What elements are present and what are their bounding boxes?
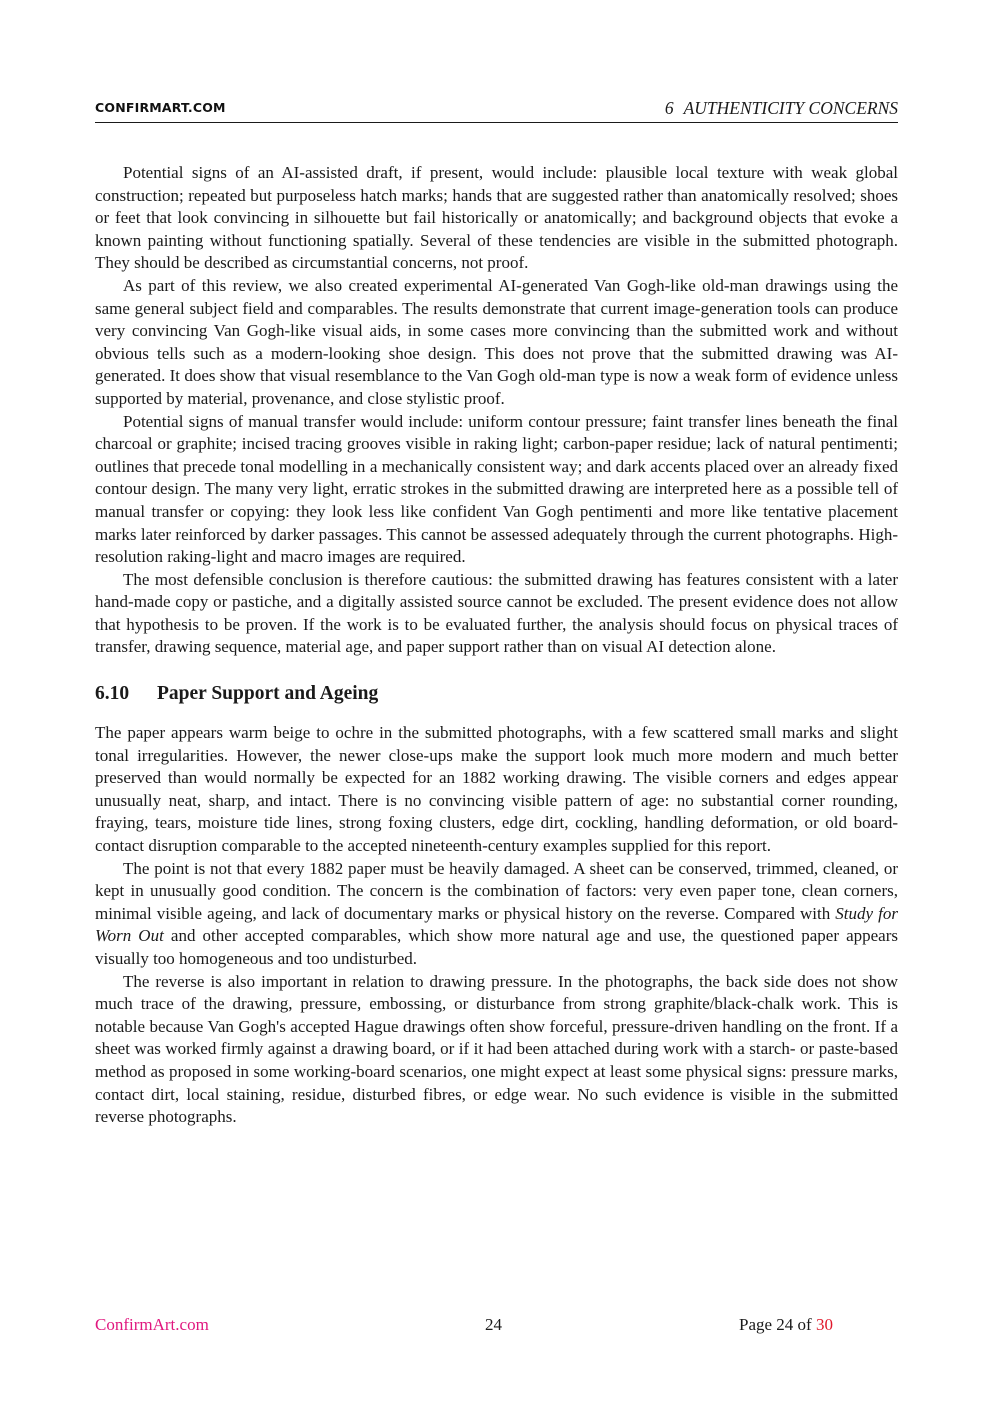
header-section-title — [665, 98, 898, 119]
page-footer — [95, 1315, 898, 1339]
header-logo: CONFIRMART.COM — [95, 100, 226, 115]
paragraph-experimental-ai: As part of this review, we also created experimental AI-generated Van Gogh-like old-man drawings using the same general subject field and comparables. The results demonstrate that current image-generation tools can produce very convincing Van Gogh-like visual aids, in some cases more convincing than the submitted work and without obvious tells such as a modern-looking shoe design. This does not prove that the submitted drawing was AI-generated. It does show that visual resemblance to the Van Gogh old-man type is now a weak form of evidence unless supported by material, provenance, and close stylistic proof. — [95, 275, 898, 408]
section-title: Paper Support and Ageing — [157, 683, 379, 705]
footer-page-count — [739, 1315, 833, 1335]
paragraph-paper-condition — [95, 858, 898, 971]
header-section-name: AUTHENTICITY CONCERNS — [683, 98, 898, 118]
paragraph-ai-draft-signs: Potential signs of an AI-assisted draft, if present, would include: plausible local texture with weak global construction; repeated but purposeless hatch marks; hands that are suggested rather than anatomically resolved; shoes or feet that look convincing in silhouette but fail historically or anatomically; and background objects that evoke a known painting without functioning spatially. Several of these tendencies are visible in the submitted photograph. They should be described as circumstantial concerns, not proof. — [95, 163, 898, 273]
footer-page-number: 24 — [485, 1315, 502, 1334]
artwork-title: Study for Worn Out — [95, 903, 898, 946]
paragraph-manual-transfer: Potential signs of manual transfer would include: uniform contour pressure; faint transfer lines beneath the final charcoal or graphite; incised tracing grooves visible in raking light; carbon-paper residue; lack of natural pentimenti; outlines that precede tonal modelling in a mechanically consistent way; and dark accents placed over an already fixed contour design. The many very light, erratic strokes in the submitted drawing are interpreted here as a possible tell of manual transfer or copying: they look less like confident Van Gogh pentimenti and more like tentative placement marks later reinforced by darker passages. This cannot be assessed adequately through the current photographs. High-resolution raking-light and macro images are required. — [95, 411, 898, 567]
paragraph-text: and other accepted comparables, which show more natural age and use, the questioned paper appears visually too homogeneous and too undisturbed. — [95, 926, 898, 968]
footer-page-label: Page 24 of — [739, 1315, 812, 1334]
section-heading — [95, 682, 898, 706]
page-body — [95, 162, 898, 1129]
paragraph-conclusion: The most defensible conclusion is therefore cautious: the submitted drawing has features consistent with a later hand-made copy or pastiche, and a digitally assisted source cannot be excluded. The present evidence does not allow that hypothesis to be proven. If the work is to be evaluated further, the analysis should focus on physical traces of transfer, drawing sequence, material age, and paper support rather than on visual AI detection alone. — [95, 569, 898, 657]
footer-page-total[interactable]: 30 — [815, 1315, 833, 1334]
paragraph-reverse-pressure: The reverse is also important in relation to drawing pressure. In the photographs, the back side does not show much trace of the drawing, pressure, embossing, or disturbance from strong graphite/black-chalk work. This is notable because Van Gogh's accepted Hague drawings often show forceful, pressure-driven handling on the front. If a sheet was worked firmly against a drawing board, or if it had been attached during work with a starch- or paste-based method as proposed in some working-board scenarios, one might expect at least some physical signs: pressure marks, contact dirt, local staining, residue, disturbed fibres, or edge wear. No such evidence is visible in the submitted reverse photographs. — [95, 971, 898, 1127]
page-header — [95, 98, 898, 123]
footer-link[interactable]: ConfirmArt.com — [95, 1315, 209, 1334]
section-number: 6.10 — [95, 683, 130, 705]
paragraph-paper-appearance: The paper appears warm beige to ochre in the submitted photographs, with a few scattered small marks and slight tonal irregularities. However, the newer close-ups make the support look much more modern and much better preserved than would normally be expected for an 1882 working drawing. The visible corners and edges appear unusually neat, sharp, and intact. There is no convincing visible pattern of age: no substantial corner rounding, fraying, tears, moisture tide lines, strong foxing clusters, edge dirt, cockling, handling deformation, or old board-contact disruption comparable to the accepted nineteenth-century examples supplied for this report. — [95, 723, 898, 856]
header-section-number: 6 — [664, 98, 674, 118]
paragraph-text: The point is not that every 1882 paper must be heavily damaged. A sheet can be conserved, trimmed, cleaned, or kept in unusually good condition. The concern is the combination of factors: very even paper tone, clean corners, minimal visible ageing, and lack of documentary marks or physical history on the reverse. Compared with — [95, 858, 898, 923]
